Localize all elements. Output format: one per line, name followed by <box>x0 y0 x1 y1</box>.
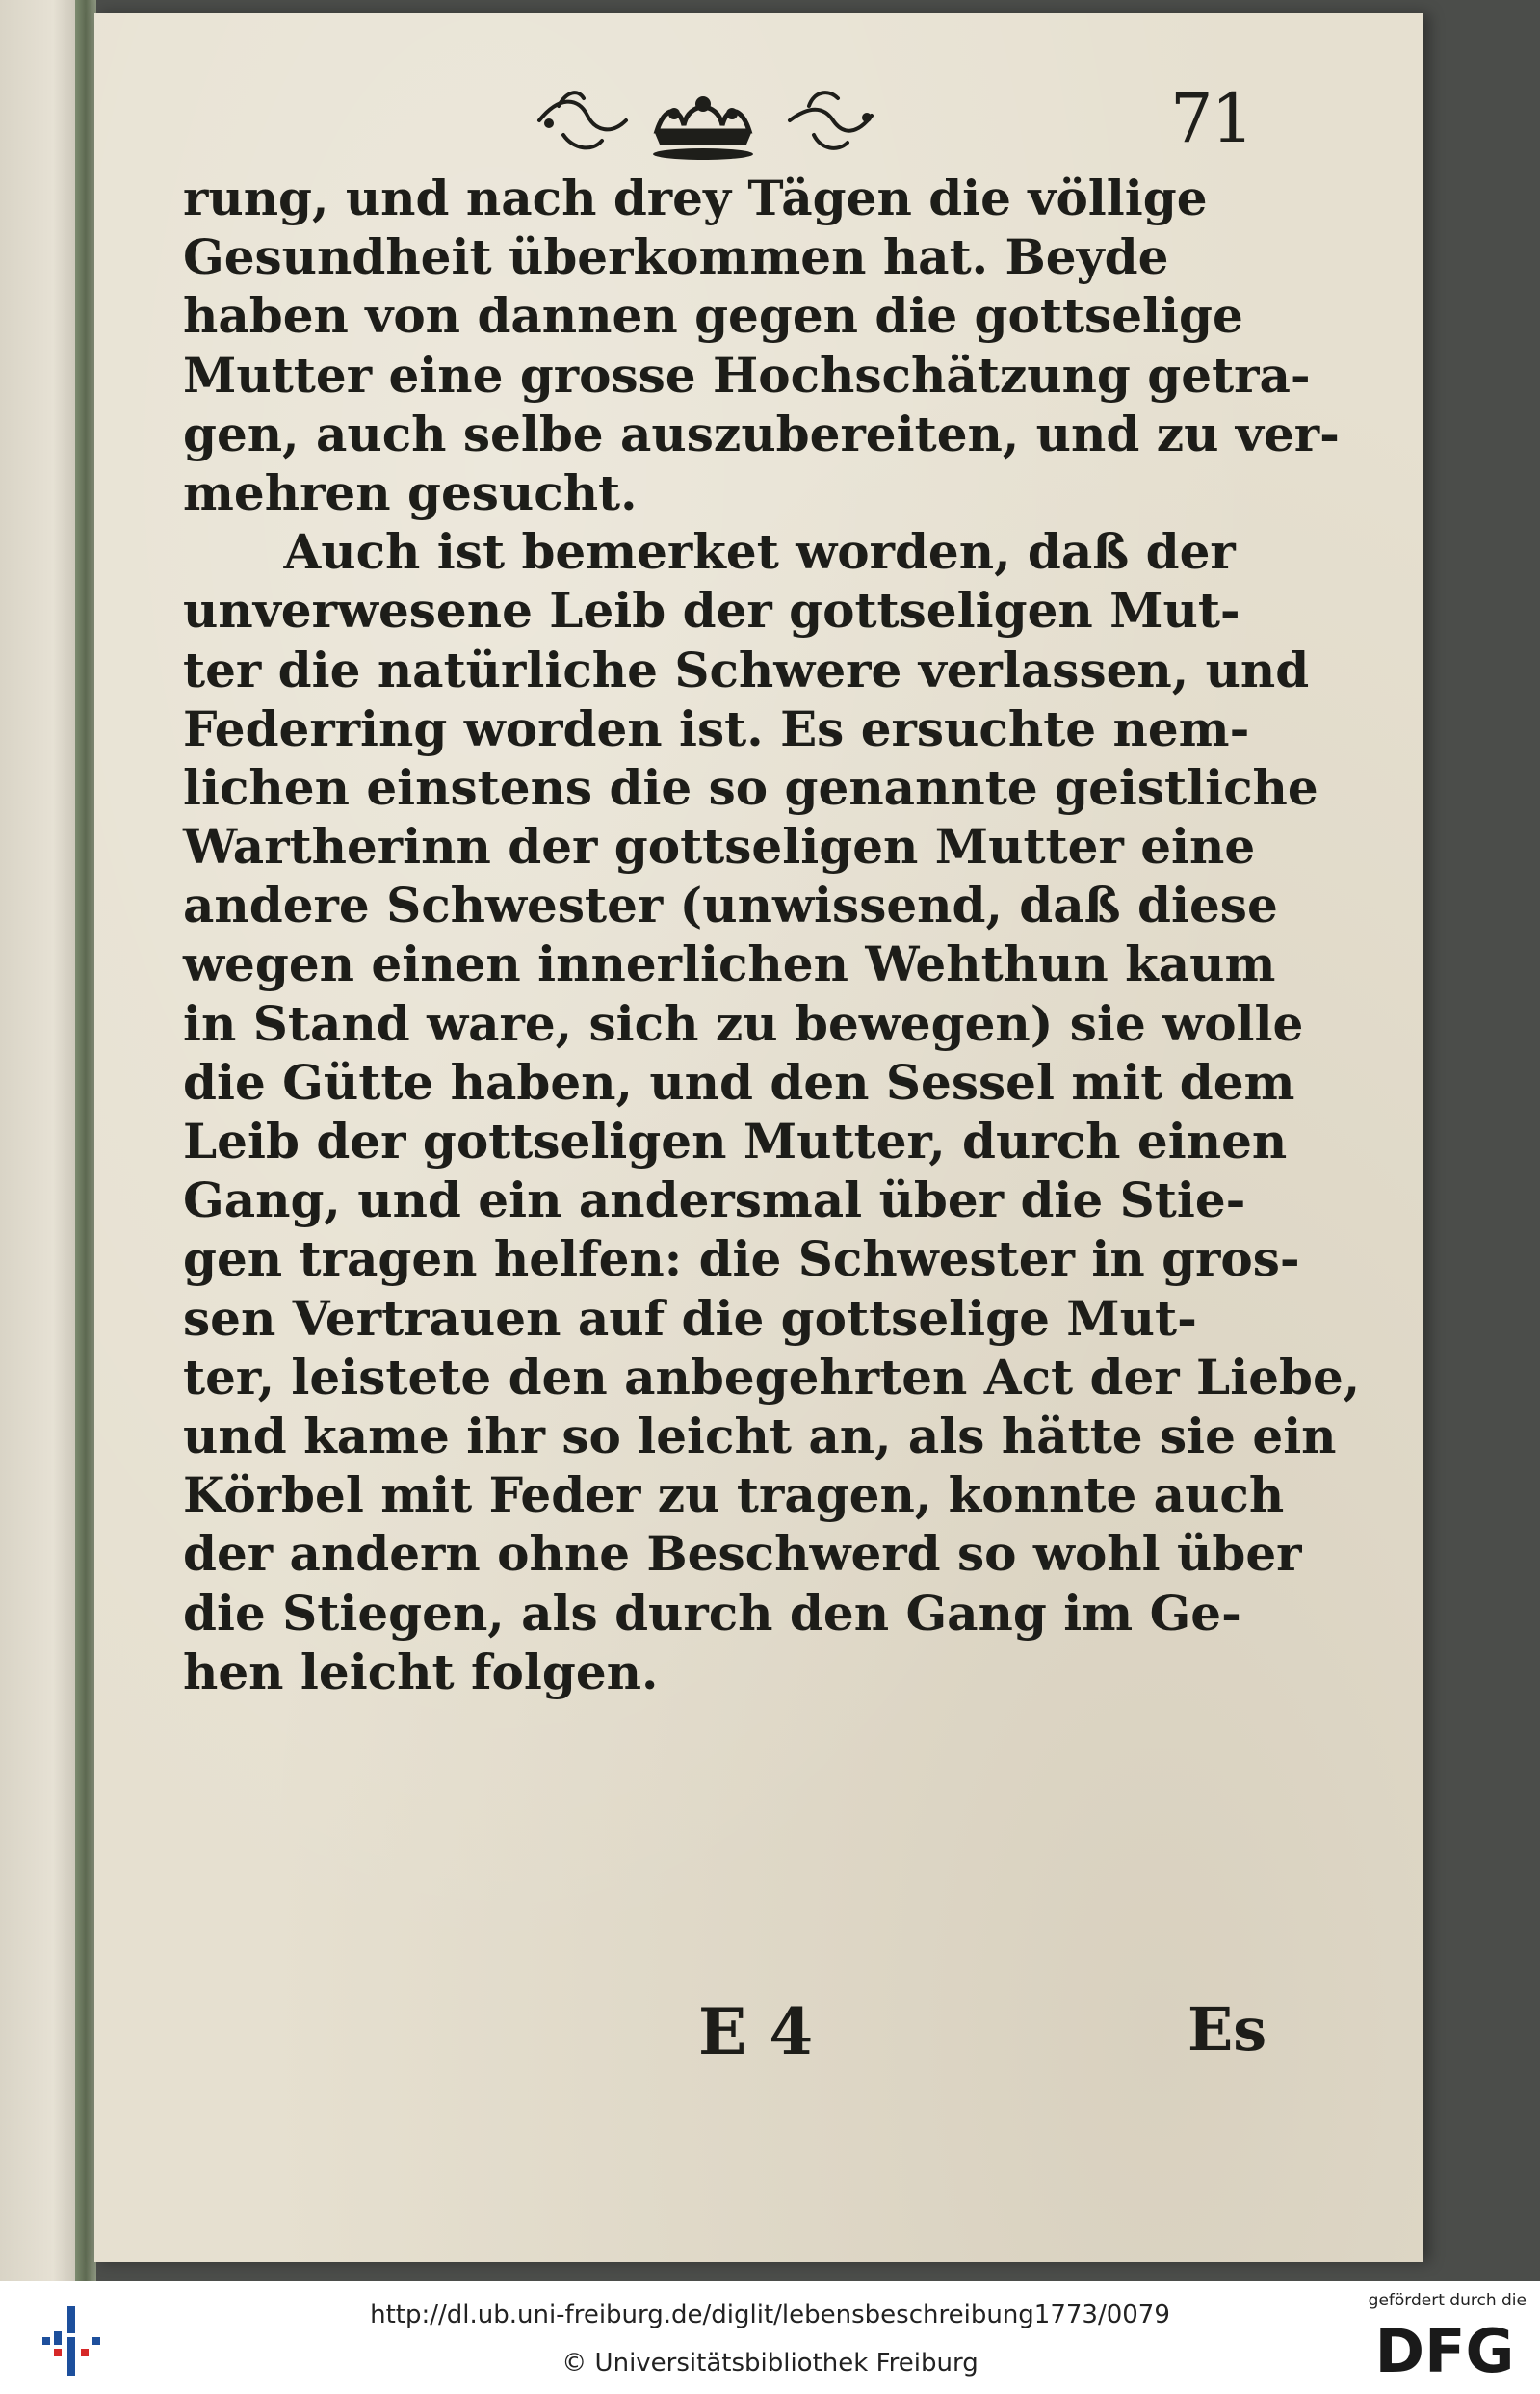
text-line: Gesundheit überkommen hat. Beyde <box>183 228 1169 286</box>
text-line: unverwesene Leib der gottseligen Mut- <box>183 582 1240 640</box>
dfg-logo-text: DFG <box>1374 2316 1515 2381</box>
dfg-logo-icon <box>1363 2314 1527 2381</box>
text-line: wegen einen innerlichen Wehthun kaum <box>183 935 1276 993</box>
viewer-footer <box>0 2281 1540 2394</box>
text-line: die Gütte haben, und den Sessel mit dem <box>183 1053 1295 1111</box>
text-line: Federring worden ist. Es ersuchte nem- <box>183 699 1250 757</box>
binding-gutter <box>75 0 96 2281</box>
text-line: Mutter eine grosse Hochschätzung getra- <box>183 346 1311 404</box>
text-line: gen, auch selbe auszubereiten, und zu ver- <box>183 405 1340 462</box>
text-line: rung, und nach drey Tägen die völlige <box>183 170 1208 226</box>
text-line: mehren gesucht. <box>183 463 638 521</box>
text-line: haben von dannen gegen die gottselige <box>183 287 1243 345</box>
text-line: ter, leistete den anbegehrten Act der Liebe, <box>183 1348 1361 1406</box>
text-line: lichen einstens die so genannte geistliche <box>183 758 1318 816</box>
ornament-vignette-icon <box>520 77 886 164</box>
signature-mark: E 4 <box>698 1994 814 2069</box>
page-body-text <box>183 169 1361 1701</box>
text-line: Wartherinn der gottseligen Mutter eine <box>183 818 1256 876</box>
text-line: andere Schwester (unwissend, daß diese <box>183 877 1278 934</box>
text-line: Gang, und ein andersmal über die Stie- <box>183 1171 1246 1229</box>
text-line: ter die natürliche Schwere verlassen, und <box>183 641 1310 698</box>
text-line: in Stand ware, sich zu bewegen) sie wolle <box>183 994 1304 1052</box>
text-line: sen Vertrauen auf die gottselige Mut- <box>183 1289 1197 1347</box>
text-line: und kame ihr so leicht an, als hätte sie ein <box>183 1407 1337 1464</box>
text-line: Körbel mit Feder zu tragen, konnte auch <box>183 1466 1285 1524</box>
permalink-url[interactable]: http://dl.ub.uni-freiburg.de/diglit/lebensbeschreibung1773/0079 <box>370 2301 1170 2329</box>
text-line: hen leicht folgen. <box>183 1643 659 1700</box>
text-line: der andern ohne Beschwerd so wohl über <box>183 1525 1302 1583</box>
text-line: gen tragen helfen: die Schwester in gros- <box>183 1230 1300 1288</box>
catchword: Es <box>1188 1994 1267 2065</box>
text-line: die Stiegen, als durch den Gang im Ge- <box>183 1584 1241 1642</box>
text-line: Auch ist bemerket worden, daß der <box>183 523 1236 581</box>
funding-caption: gefördert durch die <box>1368 2291 1527 2310</box>
text-line: Leib der gottseligen Mutter, durch einen <box>183 1113 1288 1170</box>
page-number: 71 <box>1170 79 1253 158</box>
copyright-notice: © Universitätsbibliothek Freiburg <box>561 2349 979 2378</box>
